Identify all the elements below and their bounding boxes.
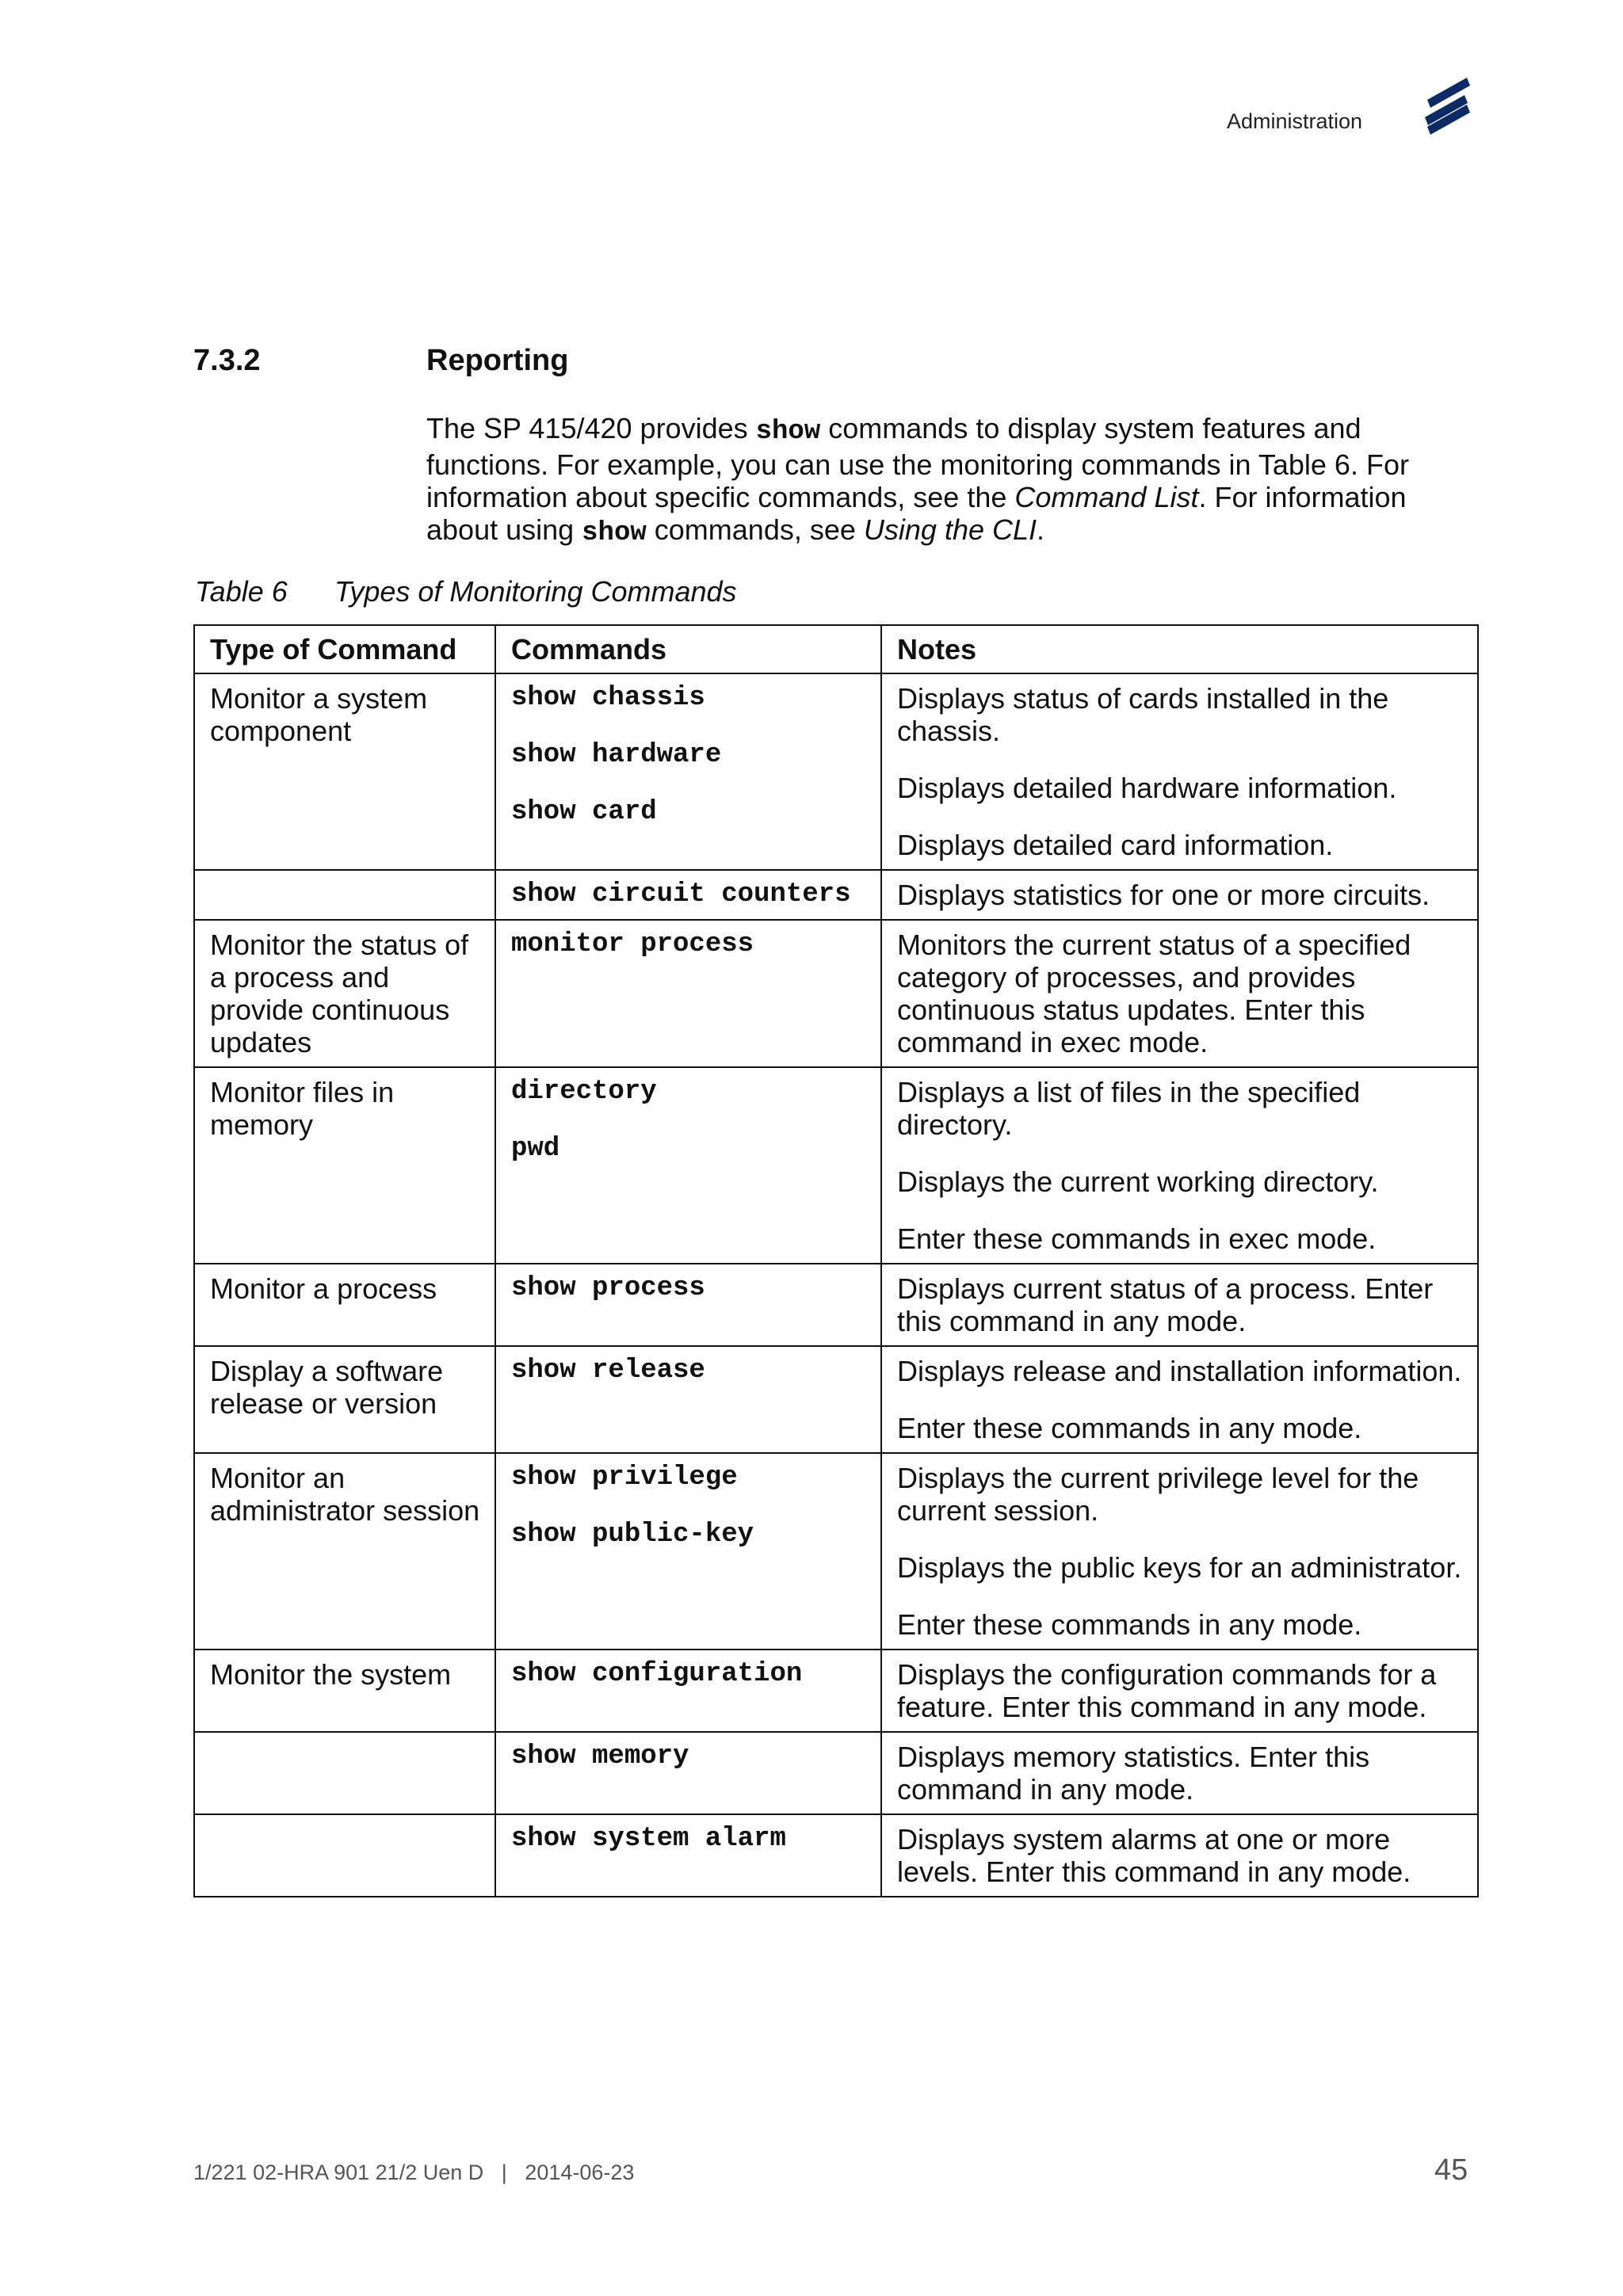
- note-text: Monitors the current status of a specified category of processes, and provides continuous status updates. Enter this command in exec mode.: [897, 929, 1411, 1058]
- table-row: [194, 1346, 1478, 1453]
- footer-doc-id: 1/221 02-HRA 901 21/2 Uen D: [193, 2161, 484, 2184]
- cell-commands: [495, 1346, 881, 1453]
- intro-paragraph: [426, 412, 1476, 550]
- table-row: [194, 1067, 1478, 1264]
- command-text: show system alarm: [511, 1824, 786, 1854]
- intro-ref-command-list: Command List: [1014, 481, 1199, 513]
- table-row: [194, 1814, 1478, 1897]
- cell-commands: [495, 1264, 881, 1346]
- command-text: show hardware: [511, 740, 722, 770]
- intro-text-4: commands, see: [646, 513, 864, 546]
- command-text: pwd: [511, 1134, 560, 1164]
- header-notes: Notes: [881, 625, 1478, 673]
- cell-type-of-command: [194, 870, 495, 920]
- monitoring-commands-table: [193, 624, 1479, 1897]
- table-row: [194, 1264, 1478, 1346]
- table-caption-title: Types of Monitoring Commands: [334, 575, 737, 608]
- section-title: Reporting: [426, 344, 569, 377]
- note-text: Displays memory statistics. Enter this command in any mode.: [897, 1741, 1370, 1806]
- intro-code-show-1: show: [755, 417, 821, 447]
- footer-doc-info: [193, 2161, 634, 2185]
- cell-type-of-command: Monitor a process: [194, 1264, 495, 1346]
- command-text: show public-key: [511, 1520, 754, 1550]
- command-text: show card: [511, 797, 657, 827]
- cell-type-of-command: Monitor an administrator session: [194, 1453, 495, 1650]
- ericsson-logo-icon: [1423, 76, 1472, 136]
- command-text: show process: [511, 1273, 705, 1303]
- command-text: directory: [511, 1077, 657, 1107]
- note-text: Displays current status of a process. Enter this command in any mode.: [897, 1272, 1434, 1337]
- cell-notes: [881, 1264, 1478, 1346]
- intro-text-2: commands to display system features and functions. For example, you can use the monitoring commands in Table 6. For information about specific commands, see the: [426, 412, 1409, 513]
- table-row: [194, 1650, 1478, 1732]
- command-text: show privilege: [511, 1463, 738, 1493]
- footer-date: 2014-06-23: [525, 2161, 635, 2184]
- table-caption-number: Table 6: [195, 575, 288, 608]
- note-text: Displays statistics for one or more circuits.: [897, 879, 1430, 911]
- note-text: Displays detailed hardware information.: [897, 772, 1397, 804]
- cell-notes: [881, 870, 1478, 920]
- section-number: 7.3.2: [193, 344, 261, 377]
- cell-type-of-command: Display a software release or version: [194, 1346, 495, 1453]
- note-text: Displays the current privilege level for the current session.: [897, 1462, 1419, 1527]
- table-caption: [195, 575, 737, 608]
- cell-commands: [495, 673, 881, 870]
- cell-commands: [495, 870, 881, 920]
- intro-text-1: The SP 415/420 provides: [426, 412, 756, 444]
- table-row: [194, 1453, 1478, 1650]
- cell-notes: [881, 1732, 1478, 1814]
- note-text: Displays release and installation information.: [897, 1355, 1462, 1387]
- cell-notes: [881, 920, 1478, 1067]
- note-text: Displays detailed card information.: [897, 829, 1334, 861]
- cell-notes: [881, 673, 1478, 870]
- note-text: Enter these commands in any mode.: [897, 1608, 1362, 1641]
- cell-commands: [495, 1067, 881, 1264]
- note-text: Displays a list of files in the specified directory.: [897, 1076, 1361, 1141]
- header-type-of-command: Type of Command: [194, 625, 495, 673]
- note-text: Enter these commands in any mode.: [897, 1412, 1362, 1444]
- cell-type-of-command: Monitor the system: [194, 1650, 495, 1732]
- note-text: Enter these commands in exec mode.: [897, 1222, 1377, 1255]
- command-text: show configuration: [511, 1659, 803, 1689]
- note-text: Displays system alarms at one or more levels. Enter this command in any mode.: [897, 1823, 1411, 1888]
- cell-notes: [881, 1067, 1478, 1264]
- note-text: Displays the public keys for an administrator.: [897, 1551, 1462, 1584]
- page-number: 45: [1434, 2153, 1468, 2187]
- table-row: [194, 673, 1478, 870]
- cell-notes: [881, 1814, 1478, 1897]
- command-text: show release: [511, 1356, 705, 1386]
- table-header-row: [194, 625, 1478, 673]
- footer-separator: |: [501, 2161, 507, 2184]
- intro-text-3: . For information about using: [426, 481, 1407, 546]
- table-row: [194, 1732, 1478, 1814]
- command-text: show circuit counters: [511, 879, 851, 910]
- command-text: show memory: [511, 1741, 689, 1772]
- intro-text-5: .: [1037, 513, 1045, 546]
- cell-notes: [881, 1650, 1478, 1732]
- cell-type-of-command: [194, 1814, 495, 1897]
- header-commands: Commands: [495, 625, 881, 673]
- intro-ref-using-cli: Using the CLI: [863, 513, 1037, 546]
- cell-commands: [495, 920, 881, 1067]
- cell-commands: [495, 1650, 881, 1732]
- cell-type-of-command: [194, 1732, 495, 1814]
- note-text: Displays the configuration commands for a feature. Enter this command in any mode.: [897, 1658, 1437, 1723]
- note-text: Displays status of cards installed in the chassis.: [897, 682, 1389, 747]
- note-text: Displays the current working directory.: [897, 1165, 1379, 1198]
- table-row: [194, 920, 1478, 1067]
- cell-type-of-command: Monitor a system component: [194, 673, 495, 870]
- cell-commands: [495, 1814, 881, 1897]
- cell-type-of-command: Monitor files in memory: [194, 1067, 495, 1264]
- intro-code-show-2: show: [582, 518, 647, 548]
- table-row: [194, 870, 1478, 920]
- cell-commands: [495, 1453, 881, 1650]
- command-text: show chassis: [511, 683, 705, 713]
- cell-notes: [881, 1346, 1478, 1453]
- cell-notes: [881, 1453, 1478, 1650]
- cell-commands: [495, 1732, 881, 1814]
- command-text: monitor process: [511, 929, 754, 959]
- header-title: Administration: [1227, 109, 1363, 133]
- cell-type-of-command: Monitor the status of a process and provide continuous updates: [194, 920, 495, 1067]
